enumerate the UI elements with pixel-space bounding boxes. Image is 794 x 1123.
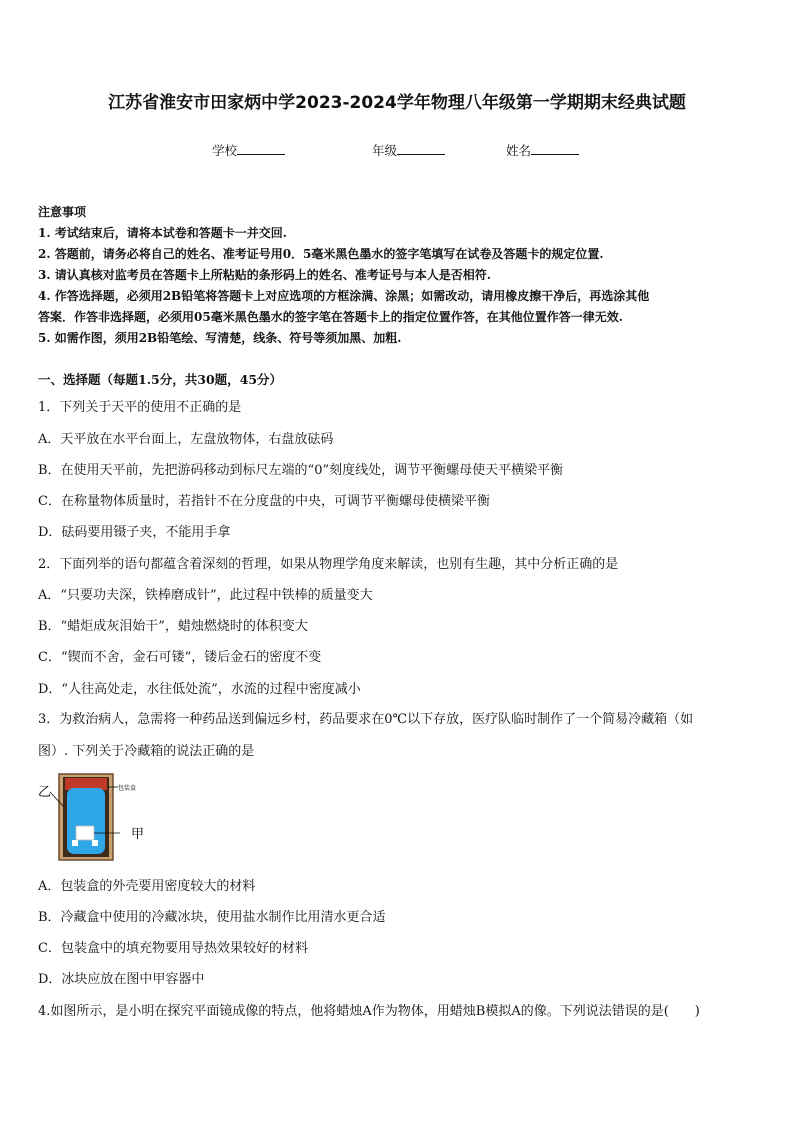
question-2-option-c: C．“锲而不舍，金石可镂”，镂后金石的密度不变 (38, 650, 322, 665)
medicine-container (76, 826, 94, 840)
question-2-option-a: A．“只要功夫深，铁棒磨成针”，此过程中铁棒的质量变大 (38, 588, 373, 603)
question-3-stem-line1: 3．为救治病人，急需将一种药品送到偏远乡村，药品要求在0℃以下存放，医疗队临时制作了一个简易冷藏箱（如 (38, 712, 694, 727)
question-3-stem-line2: 图）. 下列关于冷藏箱的说法正确的是 (38, 744, 255, 759)
question-2-stem: 2．下面列举的语句都蕴含着深刻的哲理，如果从物理学角度来解读，也别有生趣，其中分析正确的是 (38, 557, 619, 572)
exam-title: 江苏省淮安市田家炳中学2023-2024学年物理八年级第一学期期末经典试题 (108, 93, 686, 113)
question-1-option-c: C．在称量物体质量时，若指针不在分度盘的中央，可调节平衡螺母使横梁平衡 (38, 494, 490, 509)
question-1-option-a: A．天平放在水平台面上，左盘放物体，右盘放砝码 (38, 432, 334, 447)
label-yi: 乙 (38, 785, 52, 800)
question-2-option-b: B．“蜡炬成灰泪始干”，蜡烛燃烧时的体积变大 (38, 619, 308, 634)
name-field (506, 141, 579, 159)
question-1-option-b: B．在使用天平前，先把游码移动到标尺左端的“0”刻度线处，调节平衡螺母使天平横梁平衡 (38, 463, 564, 478)
label-box: 包装盒 (118, 785, 137, 792)
note-item: 3. 请认真核对监考员在答题卡上所粘贴的条形码上的姓名、准考证号与本人是否相符. (38, 268, 491, 282)
question-3-option-b: B．冷藏盒中使用的冷藏冰块，使用盐水制作比用清水更合适 (38, 910, 386, 925)
cooler-box-figure (38, 772, 168, 864)
grade-field (372, 141, 445, 159)
label-jia: 甲 (131, 827, 145, 842)
container-leg-left (72, 840, 78, 846)
note-item: 1. 考试结束后，请将本试卷和答题卡一并交回. (38, 226, 287, 240)
question-1-option-d: D．砝码要用镊子夹，不能用手拿 (38, 525, 231, 540)
note-item: 5. 如需作图，须用2B铅笔绘、写清楚，线条、符号等须加黑、加粗. (38, 331, 402, 345)
question-2-option-d: D．“人往高处走，水往低处流”，水流的过程中密度减小 (38, 682, 361, 697)
container-leg-right (92, 840, 98, 846)
school-label: 学校 (212, 143, 238, 158)
school-blank (237, 142, 285, 155)
name-blank (531, 142, 579, 155)
grade-label: 年级 (372, 143, 398, 158)
question-3-option-c: C．包装盒中的填充物要用导热效果较好的材料 (38, 941, 308, 956)
notes-heading: 注意事项 (38, 205, 87, 219)
note-item: 4. 作答选择题，必须用2B铅笔将答题卡上对应选项的方框涂满、涂黑；如需改动，请用橡皮擦干净后，再选涂其他 (38, 289, 650, 303)
note-item: 2. 答题前，请务必将自己的姓名、准考证号用0．5毫米黑色墨水的签字笔填写在试卷及答题卡的规定位置. (38, 247, 604, 261)
question-3-option-d: D．冰块应放在图中甲容器中 (38, 972, 205, 987)
grade-blank (397, 142, 445, 155)
question-1-stem: 1．下列关于天平的使用不正确的是 (38, 400, 242, 415)
question-3-option-a: A．包装盒的外壳要用密度较大的材料 (38, 879, 256, 894)
section-heading: 一、选择题（每题1.5分，共30题，45分） (38, 372, 283, 387)
name-label: 姓名 (506, 143, 532, 158)
note-item: 答案．作答非选择题，必须用05毫米黑色墨水的签字笔在答题卡上的指定位置作答，在其他位置作答一律无效. (38, 310, 623, 324)
question-4-stem: 4.如图所示，是小明在探究平面镜成像的特点，他将蜡烛A作为物体，用蜡烛B模拟A的像。下列说法错误的是( ) (38, 1004, 700, 1019)
school-field (212, 141, 285, 159)
